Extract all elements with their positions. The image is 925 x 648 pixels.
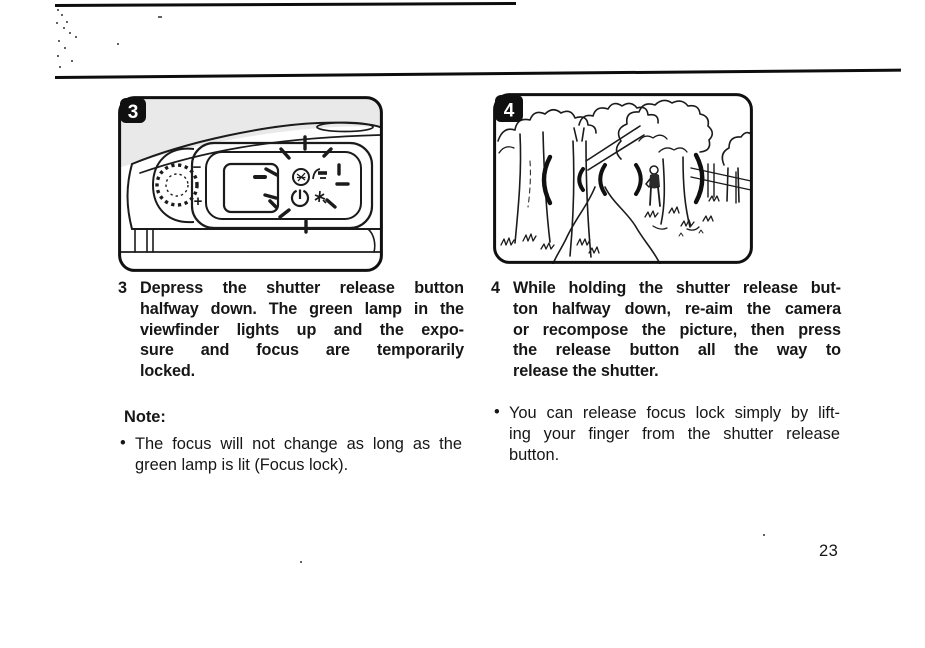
power-lamp-icon xyxy=(292,190,308,206)
forest-scene xyxy=(498,100,751,264)
figure-border xyxy=(495,95,752,263)
step-3-instruction xyxy=(118,278,464,382)
top-rule xyxy=(55,2,516,7)
step-number: 3 xyxy=(118,279,127,297)
person xyxy=(646,166,660,206)
step-4-instruction xyxy=(491,278,841,382)
figure-camera-viewfinder xyxy=(118,96,383,272)
figure-number: 3 xyxy=(127,102,139,123)
bullet-marker: • xyxy=(494,403,500,421)
bullet-marker: • xyxy=(120,434,126,452)
camera-top-shading xyxy=(121,99,380,167)
step-number: 4 xyxy=(491,279,500,297)
step-text: While holding the shutter release but- ton halfway down, re-aim the camera or recompose the picture, then press the release button all the way to release the shutter. xyxy=(513,279,841,381)
diopter-dial xyxy=(153,149,197,223)
diopter-plus-label: + xyxy=(193,193,203,210)
tree-trunk xyxy=(515,134,521,243)
diopter-minus-label: − xyxy=(192,159,202,176)
tip-bullet-item xyxy=(492,403,840,466)
figure-number: 4 xyxy=(503,100,515,122)
flash-icon xyxy=(313,169,327,179)
red-eye-icon xyxy=(315,191,326,203)
note-heading: Note: xyxy=(124,408,166,426)
header-rule xyxy=(55,69,901,79)
page-number: 23 xyxy=(819,542,839,560)
green-lamp-icon xyxy=(293,169,309,185)
tip-text: You can release focus lock simply by lift- ing your finger from the shutter release button. xyxy=(509,404,840,464)
note-bullet-item xyxy=(118,434,462,476)
step-text: Depress the shutter release button halfway down. The green lamp in the viewfinder lights up and the expo- sure and focus are temporarily locked. xyxy=(140,279,464,381)
viewfinder-frame-brackets xyxy=(544,155,702,203)
note-text: The focus will not change as long as the green lamp is lit (Focus lock). xyxy=(135,435,462,474)
figure-scene-composition xyxy=(493,93,753,264)
